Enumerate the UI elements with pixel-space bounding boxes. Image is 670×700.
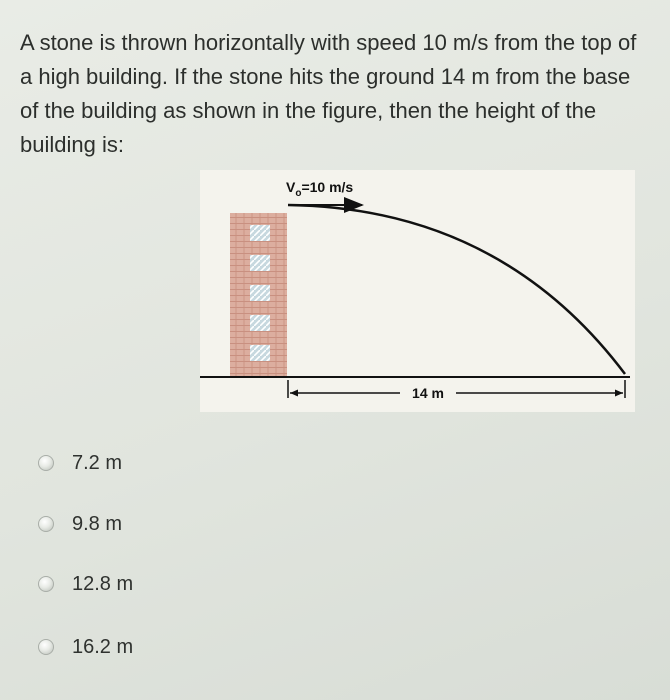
option-label: 12.8 m <box>72 572 134 595</box>
option-12-8[interactable] <box>38 564 133 604</box>
building-window <box>250 255 270 271</box>
building-window <box>250 225 270 241</box>
option-label: 7.2 m <box>72 451 123 474</box>
question-text: A stone is thrown horizontally with speed 10 m/s from the top of a high building. If the stone hits the ground 14 m from the base of the building as shown in the figure, then the height of the building is: <box>20 30 637 157</box>
option-label: 16.2 m <box>72 635 134 658</box>
velocity-value: =10 m/s <box>301 179 354 195</box>
velocity-symbol: V <box>286 179 296 195</box>
option-label: 9.8 m <box>72 512 123 535</box>
building-window <box>250 285 270 301</box>
projectile-diagram <box>200 170 635 412</box>
building-window <box>250 315 270 331</box>
distance-label: 14 m <box>412 385 444 401</box>
building-window <box>250 345 270 361</box>
option-7-2[interactable] <box>38 443 122 483</box>
option-9-8[interactable] <box>38 504 122 544</box>
radio-button[interactable] <box>38 455 54 471</box>
velocity-subscript: o <box>295 188 302 199</box>
building <box>230 213 287 376</box>
option-16-2[interactable] <box>38 627 133 667</box>
radio-button[interactable] <box>38 639 54 655</box>
projectile-figure <box>200 170 635 412</box>
radio-button[interactable] <box>38 576 54 592</box>
radio-button[interactable] <box>38 516 54 532</box>
